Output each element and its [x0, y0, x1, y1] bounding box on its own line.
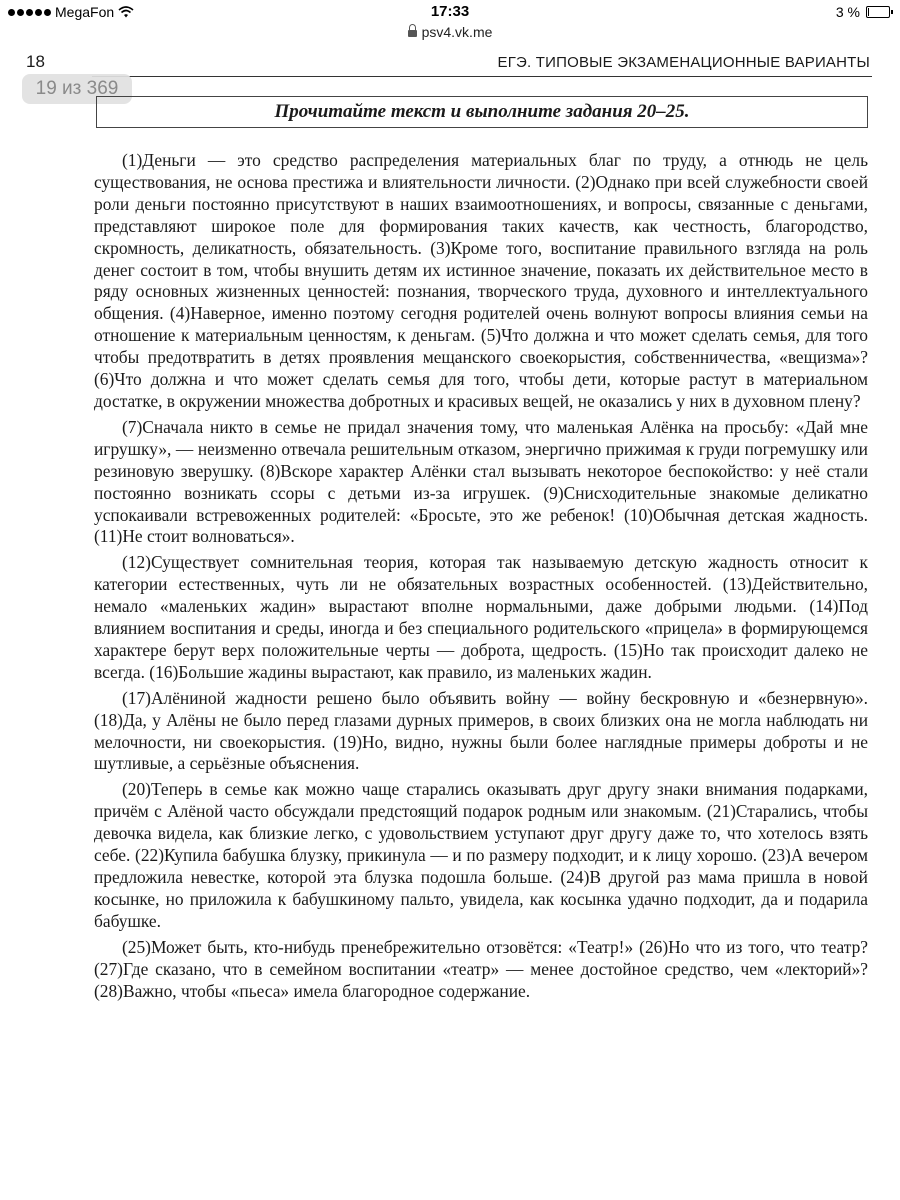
paragraph: (25)Может быть, кто-нибудь пренебрежительно отзовётся: «Театр!» (26)Но что из того, что театр? (27)Где сказано, что в семейном воспитании «театр» — менее достойное средство, чем «лекторий»? (28)Важно, чтобы «пьеса» имела благородное содержание. [94, 936, 868, 1001]
page-number: 18 [26, 52, 45, 71]
running-head: ЕГЭ. ТИПОВЫЕ ЭКЗАМЕНАЦИОННЫЕ ВАРИАНТЫ [497, 54, 870, 71]
battery-percent: 3 % [835, 4, 860, 20]
battery-icon [866, 6, 890, 18]
paragraph: (17)Алёниной жадности решено было объявить войну — войну бескровную и «безнервную». (18)Да, у Алёны не было перед глазами дурных примеров, в своих близких она не могла наблюдать ни мелочности, ни своекорыстия. (19)Но, видно, нужны были более наглядные примеры доброты и не шутливые, а серьёзные объяснения. [94, 687, 868, 774]
reading-text [94, 150, 868, 1006]
task-title-box [96, 96, 868, 128]
header-rule [92, 76, 872, 77]
paragraph: (7)Сначала никто в семье не придал значения тому, что маленькая Алёнка на просьбу: «Дай мне игрушку», — неизменно отвечала решительным отказом, энергично прижимая к груди погремушку или резиновую зверушку. (8)Вскоре характер Алёнки стал вызывать некоторое беспокойство: у неё стали постоянно возникать ссоры с детьми из-за игрушек. (9)Снисходительные знакомые деликатно успокаивали встревоженных родителей: «Бросьте, это же ребенок! (10)Обычная детская жадность. (11)Не стоит волноваться». [94, 416, 868, 547]
paragraph: (12)Существует сомнительная теория, которая так называемую детскую жадность относит к категории естественных, чуть ли не обязательных возрастных особенностей. (13)Действительно, немало «маленьких жадин» вырастают вполне нормальными, даже добрыми людьми. (14)Под влиянием воспитания и среды, иногда и без специального родительского «прицела» в формирующемся характере берут верх положительные черты — доброта, щедрость. (15)Но так происходит далеко не всегда. (16)Большие жадины вырастают, как правило, из маленьких жадин. [94, 552, 868, 682]
address-bar[interactable] [0, 24, 900, 44]
paragraph: (1)Деньги — это средство распределения материальных благ по труду, а отнюдь не цель существования, не основа престижа и влиятельности личности. (2)Однако при всей служебности своей роли деньги постоянно присутствуют в наших взаимоотношениях, и вопросы, связанные с деньгами, представляют широкое поле для формирования таких качеств, как честность, благородство, скромность, деликатность, обязательность. (3)Кроме того, воспитание правильного взгляда на роль денег состоит в том, чтобы внушить детям их истинное значение, показать их действительное место в ряду основных жизненных ценностей: познания, творческого труда, духовного и интеллектуального общения. (4)Наверное, именно поэтому сегодня родителей очень волнуют вопросы влияния семьи на отношение к материальным ценностям, к деньгам. (5)Что должна и что может сделать семья, для того чтобы предотвратить в детях проявления мещанского своекорыстия, собственничества, «вещизма»? (6)Что должна и что может сделать семья для того, чтобы дети, которые растут в материальном достатке, в окружении множества добротных и красивых вещей, не оказались у них в духовном плену? [94, 150, 868, 411]
task-title: Прочитайте текст и выполните задания 20–25. [274, 101, 690, 122]
paragraph: (20)Теперь в семье как можно чаще старались оказывать друг другу знаки внимания подарками, причём с Алёной часто обсуждали предстоящий подарок родным или знакомым. (21)Старались, чтобы девочка видела, как близкие легко, с удовольствием уступают друг другу даже то, что хотелось взять себе. (22)Купила бабушка блузку, прикинула — и по размеру подходит, и к лицу хорошо. (23)А вечером предложила невестке, которой эта блузка подошла больше. (24)В другой раз мама пришла в новой косынке, но приложила к бабушкиному пальто, увидела, как косынка удачно подходит, да и подарила бабушке. [94, 779, 868, 931]
page-counter-badge: 19 из 369 [22, 74, 132, 104]
carrier-name: MegaFon [55, 4, 115, 20]
status-bar [0, 0, 900, 24]
battery-group [836, 4, 890, 20]
clock: 17:33 [430, 3, 470, 20]
battery-fill [868, 8, 869, 16]
url-text: psv4.vk.me [421, 24, 493, 40]
lock-icon [408, 30, 417, 37]
